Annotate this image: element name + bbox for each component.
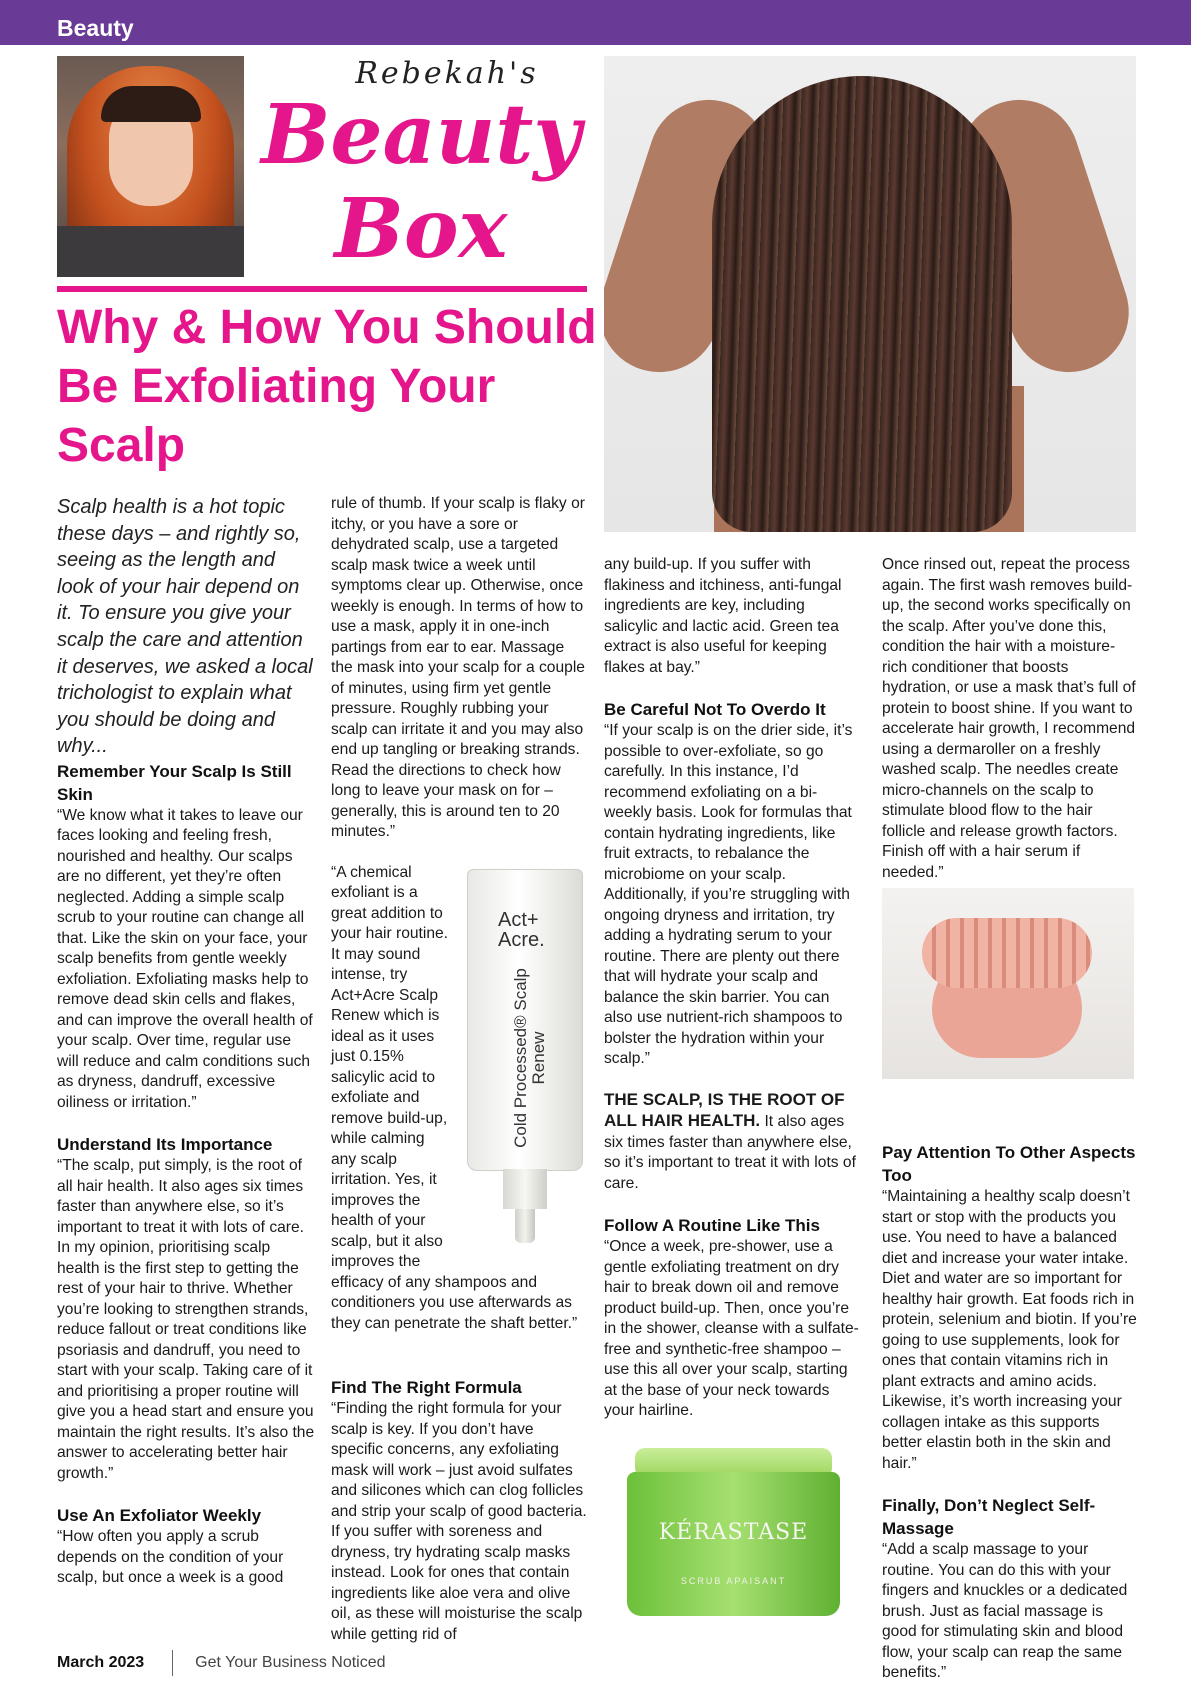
section-body: “We know what it takes to leave our faces looking and feeling fresh, nourished and healthy. Our scalps are no different, yet they’re often neglected. Adding a simple scalp scrub to your routine can change all that. Like the skin on your face, your scalp benefits from gentle weekly exfoliation. Exfoliating masks help to remove dead skin cells and flakes, and can improve the overall health of your scalp. Over time, regular use will reduce and calm conditions such as dryness, dandruff, excessive oiliness or irritation.” xyxy=(57,806,313,1111)
section-body: rule of thumb. If your scalp is flaky or itchy, or you have a sore or dehydrated scalp, use a targeted scalp mask twice a week until symptoms clear up. Otherwise, once weekly is enough. In terms of how to use a mask, apply it in one-inch partings from ear to ear. Massage the mask into your scalp for a couple of minutes, using firm yet gentle pressure. Roughly rubbing your scalp can irritate it and you may also end up tangling or breaking strands. Read the directions to check how long to leave your mask on for – generally, this is around ten to 20 minutes.” xyxy=(331,495,585,840)
section-heading: Be Careful Not To Overdo It xyxy=(604,700,826,719)
footer-divider xyxy=(172,1650,173,1676)
kerastase-product-image xyxy=(627,1448,840,1616)
issue-date: March 2023 xyxy=(57,1654,145,1672)
author-photo xyxy=(57,56,244,277)
article-intro: Scalp health is a hot topic these days – and rightly so, seeing as the length and look of your hair depend on it. To ensure you give your scalp the care and attention it deserves, we asked a local trichologist to explain what you should be doing and why... xyxy=(57,496,313,758)
section-body: “Once a week, pre-shower, use a gentle exfoliating treatment on dry hair to break down oil and remove product build-up. Then, once you’re in the shower, cleanse with a sulfate-free and synthetic-free shampoo – use this all over your scalp, starting at the base of your neck towards your hairline. xyxy=(604,1238,859,1419)
section-body: “Add a scalp massage to your routine. You can do this with your fingers and knuckles or a dedicated brush. Just as facial massage is good for stimulating skin and blood flow, your scalp can reap the same benefits.” xyxy=(882,1541,1128,1681)
jar-brand-label: KÉRASTASE xyxy=(658,1520,809,1545)
section-body: THE SCALP, IS THE ROOT OF ALL HAIR HEALTH. It also ages six times faster than anywhere else, so it’s important to treat it with lots of care. xyxy=(604,1089,856,1192)
section-body: “How often you apply a scrub depends on the condition of your scalp, but once a week is a good xyxy=(57,1528,284,1587)
section-heading: Finally, Don’t Neglect Self-Massage xyxy=(882,1496,1096,1538)
title-divider xyxy=(57,286,587,292)
section-heading: Follow A Routine Like This xyxy=(604,1216,820,1235)
column-brand-box: Box xyxy=(334,181,508,277)
section-label: Beauty xyxy=(57,15,134,41)
section-bar xyxy=(0,0,1191,45)
page-footer xyxy=(57,1650,386,1674)
column-1 xyxy=(57,494,315,1589)
section-body: “A chemical exfoliant is a great addition to your hair routine. It may sound intense, try Act+Acre Scalp Renew which is ideal as it uses just 0.15% salicylic acid to exfoliate and remove build-up, while calming any scalp irritation. Yes, it improves the health of your scalp, but it also improves the efficacy of any shampoos and conditioners you use afterwards as they can penetrate the shaft better.” xyxy=(331,863,578,1332)
tube-product-label: Cold Processed® Scalp Renew xyxy=(511,967,548,1148)
section-heading: Use An Exfoliator Weekly xyxy=(57,1506,262,1526)
section-heading: Find The Right Formula xyxy=(331,1378,522,1397)
column-brand-author: Rebekah's xyxy=(355,56,539,91)
tube-brand-label: Act+ Acre. xyxy=(498,908,545,951)
article-title: Why & How You Should Be Exfoliating Your Scalp xyxy=(57,301,597,472)
section-body: “Maintaining a healthy scalp doesn’t start or stop with the products you use. You need to have a balanced diet and increase your water intake. Diet and water are so important for healthy hair growth. Eat foods rich in protein, selenium and biotin. If you’re going to use supplements, look for ones that contain vitamins rich in plant extracts and amino acids. Likewise, it’s worth increasing your collagen intake as this supports better elastin both in the skin and hair.” xyxy=(882,1188,1137,1472)
hero-photo xyxy=(604,56,1136,532)
column-brand-beauty: Beauty xyxy=(261,87,581,183)
pull-quote-lead: THE SCALP, IS THE ROOT OF ALL HAIR HEALTH. xyxy=(604,1089,845,1130)
scalp-brush-image xyxy=(882,888,1134,1079)
section-heading: Remember Your Scalp Is Still Skin xyxy=(57,761,292,804)
section-body: Once rinsed out, repeat the process again. The first wash removes build-up, the second works specifically on the scalp. After you’ve done this, condition the hair with a moisture-rich conditioner that boosts hydration, or use a mask that’s full of protein to boost shine. If you want to accelerate hair growth, I recommend using a dermaroller on a freshly washed scalp. The needles create micro-channels on the scalp to stimulate blood flow to the hair follicle and release growth factors. Finish off with a hair serum if needed.” xyxy=(882,556,1136,881)
section-body: “The scalp, put simply, is the root of all hair health. It also ages six times faster than anywhere else, so it’s important to treat it with lots of care. In my opinion, prioritising scalp health is the first step to getting the rest of your hair to thrive. Whether you’re looking to strengthen strands, reduce fallout or treat conditions like psoriasis and dandruff, you need to start with your scalp. Taking care of it and prioritising a proper routine will give you a head start and ensure you maintain the right results. It’s also the answer to accelerating better hair growth.” xyxy=(57,1157,315,1482)
section-heading: Pay Attention To Other Aspects Too xyxy=(882,1143,1136,1185)
column-2 xyxy=(331,494,589,1645)
footer-tagline: Get Your Business Noticed xyxy=(195,1654,386,1672)
section-body: “If your scalp is on the drier side, it’s possible to over-exfoliate, so go carefully. In this instance, I’d recommend exfoliating on a bi-weekly basis. Look for formulas that contain hydrating ingredients, like fruit extracts, to rebalance the microbiome on your scalp. Additionally, if you’re struggling with ongoing dryness and irritation, try adding a hydrating serum to your routine. There are plenty out there that will hydrate your scalp and balance the skin barrier. You can also use nutrient-rich shampoos to bolster the hydration within your scalp.” xyxy=(604,722,853,1067)
section-body: any build-up. If you suffer with flakiness and itchiness, anti-fungal ingredients are key, including salicylic and lactic acid. Green tea extract is also useful for keeping flakes at bay.” xyxy=(604,556,842,676)
column-4 xyxy=(882,555,1138,1684)
act-acre-product-image xyxy=(461,863,589,1258)
section-body: “Finding the right formula for your scalp is key. If you don’t have specific concerns, any exfoliating mask will work – just avoid sulfates and silicones which can clog follicles and strip your scalp of good bacteria. If you suffer with soreness and dryness, try hydrating scalp masks instead. Look for ones that contain ingredients like aloe vera and olive oil, as these will moisturise the scalp while getting rid of xyxy=(331,1400,587,1643)
section-heading: Understand Its Importance xyxy=(57,1135,273,1155)
jar-product-label: SCRUB APAISANT xyxy=(680,1576,787,1586)
column-3 xyxy=(604,555,862,1422)
